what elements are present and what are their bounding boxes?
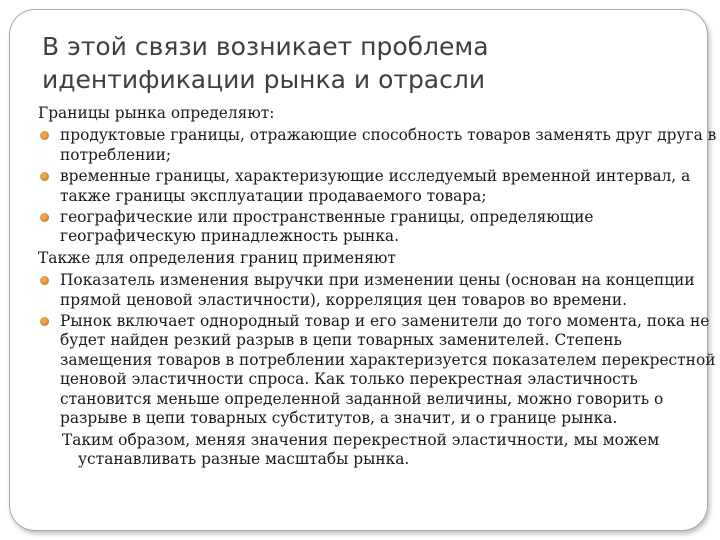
slide-frame <box>9 9 717 531</box>
list-item-text: географические или пространственные границы, определяющие географическую принадлежность рынка. <box>60 208 594 246</box>
bullet-dot-icon <box>40 213 49 222</box>
bullet-dot-icon <box>40 172 49 181</box>
bullet-dot-icon <box>40 317 49 326</box>
list-item <box>38 126 718 165</box>
list-item <box>38 208 718 247</box>
slide-title: В этой связи возникает проблема идентификации рынка и отрасли <box>42 32 489 94</box>
list-item-text: продуктовые границы, отражающие способность товаров заменять друг друга в потреблении; <box>60 126 717 164</box>
bullet-dot-icon <box>40 276 49 285</box>
list-item <box>38 271 718 310</box>
list-item-text: Рынок включает однородный товар и его заменители до того момента, пока не будет найден резкий разрыв в цепи товарных заменителей. Степень замещения товаров в потреблении характеризуется показателем перекрестной ценовой эластичности спроса. Как только перекрестная эластичность становится меньше определенной заданной величины, можно говорить о разрыве в цепи товарных субститутов, а значит, и о границе рынка. <box>60 312 716 428</box>
list-item <box>38 312 718 428</box>
closing-text: Таким образом, меняя значения перекрестной эластичности, мы можем устанавливать разные масштабы рынка. <box>62 430 660 468</box>
list-item <box>38 167 718 206</box>
list-item-text: Показатель изменения выручки при изменении цены (основан на концепции прямой ценовой эластичности), корреляция цен товаров во времени. <box>60 271 695 309</box>
intro-text: Границы рынка определяют: <box>38 104 275 122</box>
also-text: Также для определения границ применяют <box>38 248 396 267</box>
list-item-text: временные границы, характеризующие исследуемый временной интервал, а также границы эксплуатации продаваемого товара; <box>60 167 691 205</box>
bullet-dot-icon <box>40 131 49 140</box>
slide-body <box>38 104 718 469</box>
